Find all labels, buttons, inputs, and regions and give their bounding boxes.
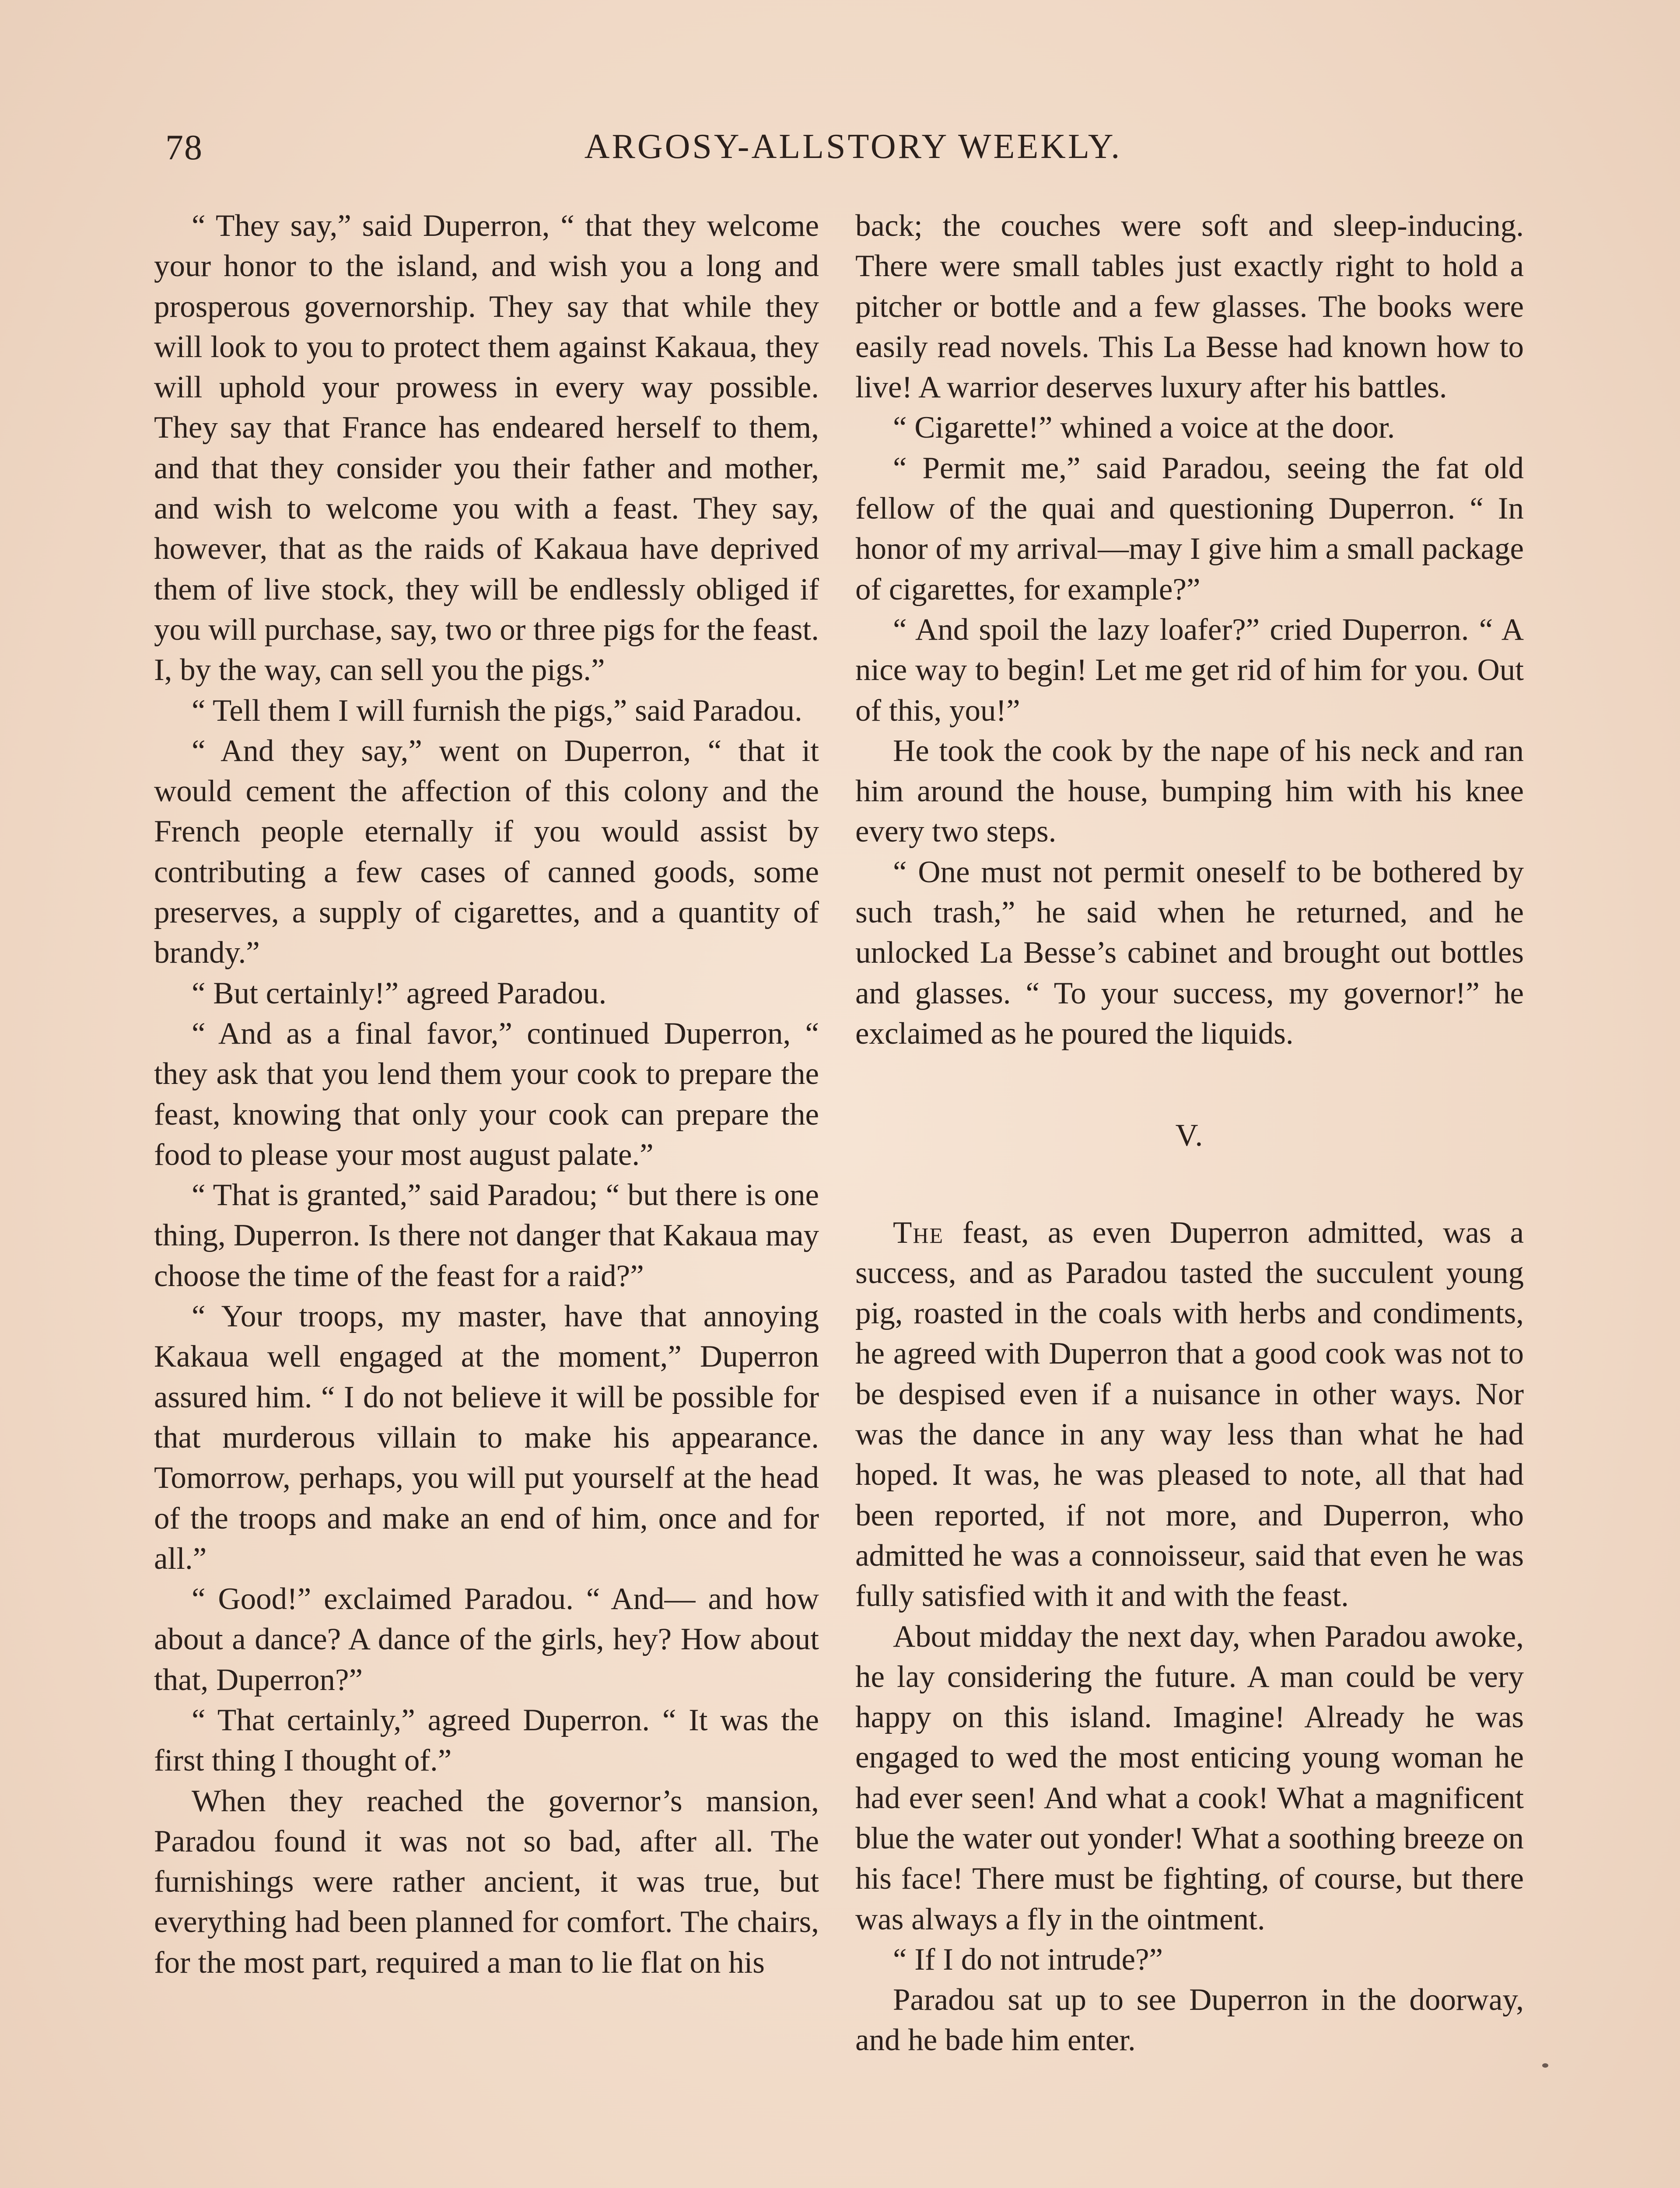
page-header: [158, 127, 1522, 179]
paragraph: He took the cook by the nape of his neck and ran him around the house, bumping him with his knee every two steps.: [855, 733, 1524, 849]
paragraph: “ And spoil the lazy loafer?” cried Duperron. “ A nice way to begin! Let me get rid of him for you. Out of this, you!”: [855, 612, 1524, 728]
paragraph: “ One must not permit oneself to be bothered by such trash,” he said when he returned, and he unlocked La Besse’s cabinet and brought out bottles and glasses. “ To your success, my governor!” he exclaimed as he poured the liquids.: [855, 855, 1524, 1051]
paragraph: “ Tell them I will furnish the pigs,” said Paradou.: [192, 693, 802, 728]
smallcaps-lead-word: The: [893, 1215, 944, 1250]
page-number: 78: [165, 127, 203, 167]
section-opening-paragraph: [855, 1213, 1524, 1616]
paragraph: “ And they say,” went on Duperron, “ that it would cement the affection of this colony and the French people eternally if you would assist by contributing a few cases of canned goods, some preserves, a supply of cigarettes, and a quantity of brandy.”: [154, 733, 819, 970]
paragraph: “ If I do not intrude?”: [893, 1942, 1163, 1977]
paragraph: Paradou sat up to see Duperron in the doorway, and he bade him enter.: [855, 1983, 1524, 2058]
paragraph: “ Permit me,” said Paradou, seeing the fat old fellow of the quai and questioning Duperron. “ In honor of my arrival—may I give him a small package of cigarettes, for example?”: [855, 451, 1524, 607]
paragraph-continued: back; the couches were soft and sleep-inducing. There were small tables just exactly right to hold a pitcher or bottle and a few glasses. The books were easily read novels. This La Besse had known how to live! A warrior deserves luxury after his battles.: [855, 209, 1524, 405]
paragraph: About midday the next day, when Paradou awoke, he lay considering the future. A man could be very happy on this island. Imagine! Already he was engaged to wed the most enticing young woman he had ever seen! And what a cook! What a magnificent blue the water out yonder! What a soothing breeze on his face! There must be fighting, of course, but there was always a fly in the ointment.: [855, 1619, 1524, 1936]
paragraph: “ But certainly!” agreed Paradou.: [192, 976, 607, 1010]
right-column: [855, 206, 1524, 2061]
paragraph: “ Good!” exclaimed Paradou. “ And— and how about a dance? A dance of the girls, hey? How about that, Duperron?”: [154, 1582, 819, 1697]
print-speck: [1542, 2063, 1548, 2068]
paragraph: “ They say,” said Duperron, “ that they welcome your honor to the island, and wish you a long and prosperous governorship. They say that while they will look to you to protect them against Kakaua, they will uphold your prowess in every way possible. They say that France has endeared herself to them, and that they consider you their father and mother, and wish to welcome you with a feast. They say, however, that as the raids of Kakaua have deprived them of live stock, they will be endlessly obliged if you will purchase, say, two or three pigs for the feast. I, by the way, can sell you the pigs.”: [154, 209, 819, 687]
paragraph: When they reached the governor’s mansion, Paradou found it was not so bad, after all. The furnishings were rather ancient, it was true, but everything had been planned for comfort. The chairs, for the most part, required a man to lie flat on his: [154, 1784, 819, 1980]
paragraph-text: feast, as even Duperron admitted, was a success, and as Paradou tasted the succulent young pig, roasted in the coals with herbs and condiments, he agreed with Duperron that a good cook was not to be despised even if a nuisance in other ways. Nor was the dance in any way less than what he had hoped. It was, he was pleased to note, all that had been reported, if not more, and Duperron, who admitted he was a connoisseur, said that even he was fully satisfied with it and with the feast.: [855, 1215, 1524, 1613]
paragraph: “ That is granted,” said Paradou; “ but there is one thing, Duperron. Is there not danger that Kakaua may choose the time of the feast for a raid?”: [154, 1178, 819, 1293]
paragraph: “ Your troops, my master, have that annoying Kakaua well engaged at the moment,” Duperron assured him. “ I do not believe it will be possible for that murderous villain to make his appearance. Tomorrow, perhaps, you will put yourself at the head of the troops and make an end of him, once and for all.”: [154, 1299, 819, 1576]
paragraph: “ Cigarette!” whined a voice at the door.: [893, 410, 1395, 445]
paragraph: “ And as a final favor,” continued Duperron, “ they ask that you lend them your cook to prepare the feast, knowing that only your cook can prepare the food to please your most august palate.”: [154, 1016, 819, 1172]
running-head: ARGOSY-ALLSTORY WEEKLY.: [584, 127, 1122, 166]
section-heading: V.: [1175, 1118, 1204, 1153]
paragraph: “ That certainly,” agreed Duperron. “ It was the first thing I thought of.”: [154, 1703, 819, 1778]
left-column: [154, 206, 819, 1983]
